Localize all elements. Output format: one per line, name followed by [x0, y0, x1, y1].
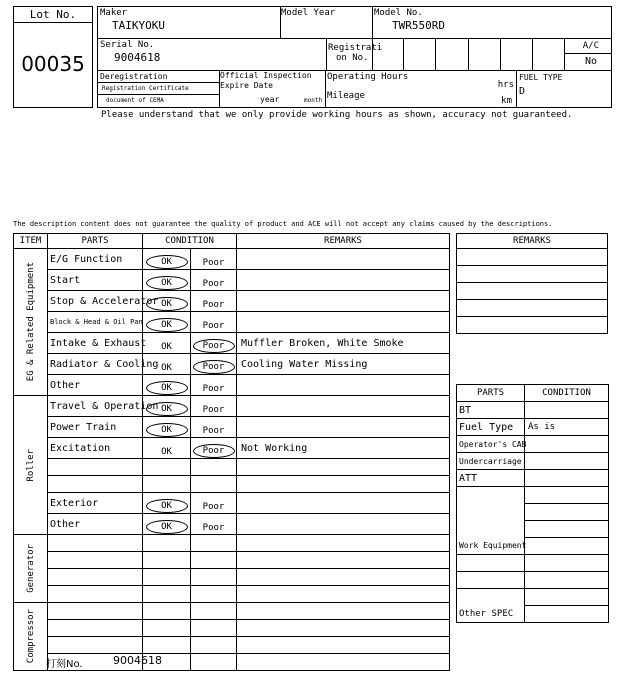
poor-option: Poor	[202, 278, 225, 289]
right-remarks-row	[457, 300, 608, 317]
model-year-label: Model Year	[281, 8, 336, 18]
right-part-value	[525, 538, 609, 555]
poor-option: Poor	[202, 522, 225, 533]
remark-cell	[237, 396, 450, 417]
right-parts-table	[456, 384, 609, 623]
remark-cell	[237, 270, 450, 291]
item-group-label: Compressor	[25, 609, 36, 664]
right-parts-row	[457, 606, 609, 623]
inspection-label-2: Expire Date	[220, 81, 273, 90]
model-no-cell	[372, 6, 612, 39]
remark-cell	[237, 569, 450, 586]
operating-cell	[325, 70, 517, 108]
part-name: Start	[48, 270, 143, 291]
poor-option: Poor	[202, 299, 225, 310]
condition-ok-cell	[143, 637, 191, 654]
remark-cell	[237, 375, 450, 396]
right-part-name: ATT	[457, 470, 525, 487]
condition-poor-cell	[191, 312, 237, 333]
right-remarks-row	[457, 249, 608, 266]
part-name: Other	[48, 514, 143, 535]
table-row	[14, 375, 450, 396]
part-name: Excitation	[48, 438, 143, 459]
cema-label: document of CEMA	[106, 97, 164, 104]
right-remarks-cell	[457, 249, 608, 266]
ok-circled: OK	[146, 297, 188, 311]
year-label: year	[260, 95, 280, 104]
part-name	[48, 603, 143, 620]
table-row	[14, 354, 450, 375]
km-label: km	[501, 96, 512, 106]
condition-ok-cell	[143, 417, 191, 438]
condition-ok-cell	[143, 312, 191, 333]
part-name: Exterior	[48, 493, 143, 514]
condition-poor-cell	[191, 586, 237, 603]
condition-ok-cell	[143, 333, 191, 354]
right-condition-header: CONDITION	[525, 385, 609, 402]
registration-label-1: Registrati	[328, 43, 383, 53]
right-part-value	[525, 521, 609, 538]
table-row	[14, 603, 450, 620]
registration-box-5	[501, 39, 533, 70]
right-parts-header: PARTS	[457, 385, 525, 402]
ok-circled: OK	[146, 276, 188, 290]
table-row	[14, 270, 450, 291]
condition-poor-cell	[191, 396, 237, 417]
registration-box-1	[372, 39, 404, 70]
part-name	[48, 586, 143, 603]
condition-ok-cell	[143, 354, 191, 375]
table-row	[14, 291, 450, 312]
condition-poor-cell	[191, 535, 237, 552]
condition-ok-cell	[143, 270, 191, 291]
right-remarks-cell	[457, 300, 608, 317]
remark-cell	[237, 586, 450, 603]
condition-ok-cell	[143, 603, 191, 620]
right-remarks-row	[457, 266, 608, 283]
right-part-value: As is	[525, 419, 609, 436]
right-part-name: BT	[457, 402, 525, 419]
right-part-value	[525, 453, 609, 470]
condition-poor-cell	[191, 603, 237, 620]
part-name: Intake & Exhaust	[48, 333, 143, 354]
item-group-cell	[14, 603, 48, 671]
condition-poor-cell	[191, 270, 237, 291]
deregistration-label: Deregistration	[98, 71, 219, 83]
model-year-cell	[279, 6, 373, 39]
serial-label: Serial No.	[100, 40, 155, 50]
remark-cell	[237, 417, 450, 438]
poor-option: Poor	[202, 320, 225, 331]
right-remarks-cell	[457, 283, 608, 300]
condition-poor-cell	[191, 354, 237, 375]
part-name	[48, 535, 143, 552]
part-name: E/G Function	[48, 249, 143, 270]
part-name: Block & Head & Oil Pan	[48, 312, 143, 333]
right-remarks-body	[457, 249, 608, 334]
right-parts-row	[457, 402, 609, 419]
remark-cell	[237, 552, 450, 569]
condition-ok-cell	[143, 459, 191, 476]
other-spec-label: Other SPEC	[457, 606, 525, 623]
right-parts-row	[457, 419, 609, 436]
ok-circled: OK	[146, 255, 188, 269]
registration-box-3	[436, 39, 468, 70]
right-part-value	[525, 487, 609, 504]
right-remarks-cell	[457, 266, 608, 283]
right-part-name: Undercarriage	[457, 453, 525, 470]
col-condition-header: CONDITION	[143, 234, 237, 249]
ok-option: OK	[161, 362, 172, 373]
poor-circled: Poor	[193, 339, 235, 353]
right-part-value	[525, 555, 609, 572]
remark-cell	[237, 620, 450, 637]
condition-ok-cell	[143, 535, 191, 552]
condition-ok-cell	[143, 438, 191, 459]
table-row	[14, 476, 450, 493]
right-part-name: Operator's CAB	[457, 436, 525, 453]
poor-option: Poor	[202, 501, 225, 512]
condition-poor-cell	[191, 569, 237, 586]
condition-poor-cell	[191, 417, 237, 438]
part-name	[48, 637, 143, 654]
condition-poor-cell	[191, 476, 237, 493]
right-part-blank	[457, 589, 525, 606]
condition-poor-cell	[191, 493, 237, 514]
ac-cell	[564, 38, 612, 71]
model-no-value: TWR550RD	[392, 19, 445, 32]
right-part-blank	[457, 487, 525, 504]
remark-cell	[237, 514, 450, 535]
right-part-value	[525, 504, 609, 521]
right-remarks-header: REMARKS	[457, 234, 608, 249]
condition-poor-cell	[191, 438, 237, 459]
remark-cell: Cooling Water Missing	[237, 354, 450, 375]
right-part-value	[525, 436, 609, 453]
remark-cell	[237, 493, 450, 514]
remark-cell	[237, 603, 450, 620]
right-remarks-cell	[457, 317, 608, 334]
registration-box-6	[533, 39, 564, 70]
remark-cell: Muffler Broken, White Smoke	[237, 333, 450, 354]
registration-boxes	[372, 38, 565, 71]
part-name: Stop & Accelerator	[48, 291, 143, 312]
hrs-label: hrs	[497, 80, 514, 90]
right-remarks-row	[457, 283, 608, 300]
part-name	[48, 620, 143, 637]
condition-poor-cell	[191, 333, 237, 354]
right-part-value	[525, 470, 609, 487]
table-row	[14, 514, 450, 535]
condition-ok-cell	[143, 514, 191, 535]
right-part-value	[525, 402, 609, 419]
ok-option: OK	[161, 341, 172, 352]
poor-option: Poor	[202, 425, 225, 436]
table-row	[14, 586, 450, 603]
deregistration-cell	[97, 70, 220, 108]
table-row	[14, 637, 450, 654]
right-part-blank	[457, 555, 525, 572]
right-remarks-row	[457, 317, 608, 334]
ok-option: OK	[161, 446, 172, 457]
table-row	[14, 569, 450, 586]
inspection-label-1: Official Inspection	[220, 71, 312, 80]
condition-poor-cell	[191, 620, 237, 637]
ok-circled: OK	[146, 423, 188, 437]
condition-ok-cell	[143, 249, 191, 270]
table-row	[14, 333, 450, 354]
item-group-label: Generator	[25, 544, 36, 593]
poor-option: Poor	[202, 383, 225, 394]
operating-hours-label: Operating Hours	[327, 72, 409, 82]
condition-poor-cell	[191, 552, 237, 569]
right-remarks-table	[456, 233, 608, 334]
hours-notice: Please understand that we only provide working hours as shown, accuracy not guaranteed.	[101, 110, 573, 120]
registration-certificate-label: Registration Certificate	[98, 83, 219, 95]
condition-ok-cell	[143, 476, 191, 493]
right-part-value	[525, 606, 609, 623]
lot-label: Lot No.	[14, 7, 92, 23]
right-parts-body	[457, 402, 609, 623]
remark-cell	[237, 476, 450, 493]
condition-ok-cell	[143, 620, 191, 637]
poor-circled: Poor	[193, 444, 235, 458]
part-name: Travel & Operation	[48, 396, 143, 417]
table-row	[14, 620, 450, 637]
condition-poor-cell	[191, 291, 237, 312]
work-equipment-label: Work Equipment	[457, 538, 525, 555]
condition-ok-cell	[143, 291, 191, 312]
part-name	[48, 552, 143, 569]
item-group-label: Roller	[25, 448, 36, 482]
right-parts-row	[457, 453, 609, 470]
inspection-table	[13, 233, 450, 671]
inspection-body	[14, 249, 450, 671]
right-parts-row	[457, 555, 609, 572]
condition-ok-cell	[143, 375, 191, 396]
maker-label: Maker	[100, 8, 128, 18]
remark-cell: Not Working	[237, 438, 450, 459]
condition-ok-cell	[143, 493, 191, 514]
part-name: Other	[48, 375, 143, 396]
serial-cell	[97, 38, 327, 71]
mileage-label: Mileage	[327, 91, 365, 101]
remark-cell	[237, 312, 450, 333]
ok-circled: OK	[146, 381, 188, 395]
header-block	[13, 6, 611, 108]
poor-option: Poor	[202, 257, 225, 268]
table-row	[14, 535, 450, 552]
registration-label-cell	[326, 38, 383, 71]
part-name	[48, 459, 143, 476]
right-parts-row	[457, 504, 609, 521]
right-parts-row	[457, 521, 609, 538]
poor-circled: Poor	[193, 360, 235, 374]
table-row	[14, 493, 450, 514]
right-part-name: Fuel Type	[457, 419, 525, 436]
table-row	[14, 417, 450, 438]
lot-box	[13, 6, 93, 108]
serial-value: 9004618	[114, 51, 161, 64]
remark-cell	[237, 459, 450, 476]
ac-value: No	[584, 56, 597, 67]
fuel-type-value: D	[519, 86, 526, 97]
maker-cell	[97, 6, 281, 39]
remark-cell	[237, 291, 450, 312]
right-parts-row	[457, 589, 609, 606]
registration-label-2: on No.	[336, 53, 369, 63]
condition-poor-cell	[191, 375, 237, 396]
condition-poor-cell	[191, 514, 237, 535]
right-parts-row	[457, 572, 609, 589]
condition-ok-cell	[143, 552, 191, 569]
table-row	[14, 312, 450, 333]
condition-ok-cell	[143, 396, 191, 417]
ac-label: A/C	[564, 39, 611, 54]
right-parts-row	[457, 487, 609, 504]
ok-circled: OK	[146, 499, 188, 513]
stamp-no-value: 9004618	[113, 654, 162, 667]
table-row	[14, 249, 450, 270]
right-part-blank	[457, 504, 525, 521]
col-item-header: ITEM	[14, 234, 48, 249]
part-name: Power Train	[48, 417, 143, 438]
condition-ok-cell	[143, 569, 191, 586]
condition-poor-cell	[191, 459, 237, 476]
disclaimer: The description content does not guarantee the quality of product and ACE will not accept any claims caused by the descriptions.	[13, 220, 553, 228]
part-name	[48, 476, 143, 493]
item-group-cell	[14, 535, 48, 603]
fuel-type-label: FUEL TYPE	[519, 73, 563, 82]
remark-cell	[237, 535, 450, 552]
fuel-type-cell	[516, 70, 612, 108]
month-label: month	[304, 97, 323, 104]
registration-box-4	[469, 39, 501, 70]
condition-poor-cell	[191, 249, 237, 270]
part-name	[48, 569, 143, 586]
remark-cell	[237, 637, 450, 654]
right-part-value	[525, 572, 609, 589]
table-row	[14, 438, 450, 459]
col-parts-header: PARTS	[48, 234, 143, 249]
poor-option: Poor	[202, 404, 225, 415]
maker-value: TAIKYOKU	[112, 19, 165, 32]
condition-poor-cell	[191, 637, 237, 654]
ok-circled: OK	[146, 318, 188, 332]
remark-cell	[237, 654, 450, 671]
table-row	[14, 552, 450, 569]
table-row	[14, 459, 450, 476]
model-no-label: Model No.	[374, 8, 423, 18]
right-part-value	[525, 589, 609, 606]
registration-box-2	[404, 39, 436, 70]
remark-cell	[237, 249, 450, 270]
right-parts-row	[457, 470, 609, 487]
condition-ok-cell	[143, 586, 191, 603]
lot-number: 00035	[21, 52, 85, 76]
condition-poor-cell	[191, 654, 237, 671]
item-group-label: EG & Related Equipment	[25, 262, 36, 382]
ok-circled: OK	[146, 402, 188, 416]
item-group-cell	[14, 249, 48, 396]
table-row	[14, 396, 450, 417]
inspection-cell	[218, 70, 326, 108]
ok-circled: OK	[146, 520, 188, 534]
part-name: Radiator & Cooling	[48, 354, 143, 375]
right-parts-row	[457, 538, 609, 555]
item-group-cell	[14, 396, 48, 535]
right-parts-row	[457, 436, 609, 453]
right-part-blank	[457, 572, 525, 589]
right-part-blank	[457, 521, 525, 538]
col-remarks-header: REMARKS	[237, 234, 450, 249]
stamp-no-label: 打刻No.	[46, 659, 83, 670]
